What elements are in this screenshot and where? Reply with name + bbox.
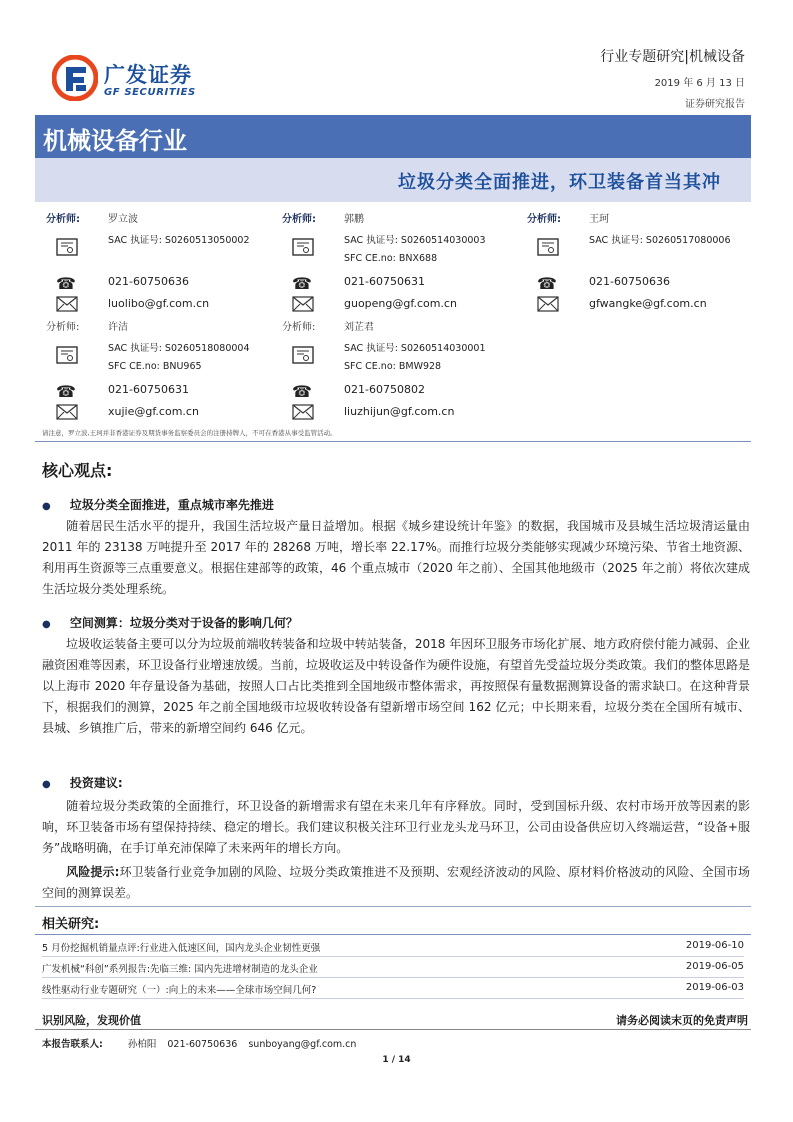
bullet-section-1 bbox=[42, 494, 274, 513]
logo-chinese-name: 广发证券 bbox=[104, 63, 192, 87]
certificate-icon bbox=[292, 346, 314, 364]
headline-banner bbox=[35, 158, 751, 202]
divider bbox=[35, 441, 751, 442]
analyst-phone: 021-60750631 bbox=[344, 275, 425, 288]
logo-english-name: GF SECURITIES bbox=[104, 87, 196, 98]
gf-logo-icon bbox=[52, 55, 98, 101]
report-headline: 垃圾分类全面推进，环卫装备首当其冲 bbox=[398, 172, 721, 193]
section-title: 空间测算：垃圾分类对于设备的影响几何？ bbox=[69, 616, 298, 630]
phone-icon: ☎ bbox=[292, 382, 312, 401]
contact-email[interactable]: sunboyang@gf.com.cn bbox=[248, 1039, 357, 1050]
phone-icon: ☎ bbox=[292, 274, 312, 293]
email-icon bbox=[537, 295, 559, 313]
bullet-icon: ● bbox=[42, 779, 51, 790]
analyst-label: 分析师: bbox=[46, 322, 80, 333]
report-meta bbox=[600, 46, 745, 110]
related-research-title: 相关研究: bbox=[42, 917, 100, 932]
phone-icon: ☎ bbox=[56, 274, 76, 293]
report-contact bbox=[42, 1036, 356, 1050]
email-icon bbox=[56, 295, 78, 313]
analyst-sfc: SFC CE.no: BMW928 bbox=[344, 361, 442, 372]
analyst-phone: 021-60750631 bbox=[108, 383, 189, 396]
analyst-phone: 021-60750636 bbox=[589, 275, 670, 288]
divider bbox=[35, 906, 751, 907]
analyst-email[interactable]: liuzhijun@gf.com.cn bbox=[344, 405, 455, 418]
risk-label: 风险提示: bbox=[66, 865, 120, 879]
report-type: 证券研究报告 bbox=[685, 99, 745, 110]
divider bbox=[35, 934, 751, 935]
analyst-sfc: SFC CE.no: BNU965 bbox=[108, 361, 202, 372]
certificate-icon bbox=[537, 238, 559, 256]
related-research-row[interactable] bbox=[42, 937, 744, 957]
bullet-section-2 bbox=[42, 612, 298, 631]
related-research-title-text[interactable]: 5 月份挖掘机销量点评:行业进入低速区间，国内龙头企业韧性更强 bbox=[42, 943, 321, 954]
divider bbox=[35, 1029, 751, 1030]
analyst-name: 许洁 bbox=[108, 322, 128, 333]
bullet-icon: ● bbox=[42, 501, 51, 512]
analyst-label: 分析师: bbox=[282, 214, 316, 225]
analyst-sac: SAC 执证号: S0260517080006 bbox=[589, 235, 731, 246]
email-icon bbox=[292, 403, 314, 421]
footer-disclaimer-link: 请务必阅读末页的免责声明 bbox=[616, 1014, 748, 1027]
section-body: 垃圾收运装备主要可以分为垃圾前端收转装备和垃圾中转站装备，2018 年因环卫服务市场化扩展、地方政府偿付能力减弱、企业融资困难等因素，环卫设备行业增速放缓。当前，垃圾收运及中转设备作为硬件设施，有望首先受益垃圾分类政策。我们的整体思路是以上海市 2020 年存量设备为基础，按照人口占比类推到全国地级市整体需求，再按照保有量数据测算设备的需求缺口。在这种背景下，根据我们的测算，2025 年之前全国地级市垃圾收转设备有望新增市场空间 162 亿元；中长期来看，垃圾分类在全国所有城市、县城、乡镇推广后，带来的新增空间约 646 亿元。 bbox=[42, 637, 751, 735]
analyst-email[interactable]: guopeng@gf.com.cn bbox=[344, 297, 457, 310]
analyst-label: 分析师: bbox=[46, 214, 80, 225]
analyst-sac: SAC 执证号: S0260514030001 bbox=[344, 343, 486, 354]
analyst-name: 刘芷君 bbox=[344, 322, 374, 333]
related-research-row[interactable] bbox=[42, 979, 744, 999]
analyst-sac: SAC 执证号: S0260513050002 bbox=[108, 235, 250, 246]
risk-warning bbox=[42, 862, 750, 904]
analyst-email[interactable]: xujie@gf.com.cn bbox=[108, 405, 199, 418]
section-body: 随着居民生活水平的提升，我国生活垃圾产量日益增加。根据《城乡建设统计年鉴》的数据，我国城市及县城生活垃圾清运量由 2011 年的 23138 万吨提升至 2017 年的 28268 万吨，增长率 22.17%。而推行垃圾分类能够实现减少环境污染、节省土地资源、利用再生资源等三点重要意义。根据住建部等的政策，46 个重点城市（2020 年之前）、全国其他地级市（2025 年之前）将依次建成生活垃圾分类处理系统。 bbox=[42, 519, 750, 596]
analyst-name: 罗立波 bbox=[108, 214, 138, 225]
related-research-title-text[interactable]: 广发机械“科创”系列报告:先临三维: 国内先进增材制造的龙头企业 bbox=[42, 964, 318, 975]
related-research-row[interactable] bbox=[42, 958, 744, 978]
related-research-date: 2019-06-05 bbox=[685, 961, 744, 972]
company-logo bbox=[52, 55, 212, 105]
analyst-sac: SAC 执证号: S0260514030003 bbox=[344, 235, 486, 246]
core-views-title: 核心观点: bbox=[42, 461, 113, 480]
bullet-section-3 bbox=[42, 772, 123, 791]
phone-icon: ☎ bbox=[537, 274, 557, 293]
footer-slogan: 识别风险，发现价值 bbox=[42, 1014, 141, 1027]
analyst-sac: SAC 执证号: S0260518080004 bbox=[108, 343, 250, 354]
analyst-phone: 021-60750802 bbox=[344, 383, 425, 396]
phone-icon: ☎ bbox=[56, 382, 76, 401]
analyst-email[interactable]: luolibo@gf.com.cn bbox=[108, 297, 210, 310]
page-number: 1 / 14 bbox=[382, 1055, 411, 1065]
section-title: 垃圾分类全面推进，重点城市率先推进 bbox=[69, 498, 274, 512]
report-title: 行业专题研究|机械设备 bbox=[600, 49, 745, 65]
bullet-icon: ● bbox=[42, 619, 51, 630]
related-research-title-text[interactable]: 线性驱动行业专题研究（一）:向上的未来——全球市场空间几何? bbox=[42, 985, 317, 996]
certificate-icon bbox=[56, 238, 78, 256]
risk-body: 环卫装备行业竞争加剧的风险、垃圾分类政策推进不及预期、宏观经济波动的风险、原材料价格波动的风险、全国市场空间的测算误差。 bbox=[42, 865, 750, 900]
certificate-icon bbox=[292, 238, 314, 256]
contact-label: 本报告联系人: bbox=[42, 1039, 103, 1050]
analyst-label: 分析师: bbox=[527, 214, 561, 225]
sector-title: 机械设备行业 bbox=[43, 127, 187, 155]
section-body: 随着垃圾分类政策的全面推行，环卫设备的新增需求有望在未来几年有序释放。同时，受到国标升级、农村市场开放等因素的影响，环卫装备市场有望保持持续、稳定的增长。我们建议积极关注环卫行业龙头龙马环卫，公司由设备供应切入终端运营，“设备+服务”战略明确，在手订单充沛保障了未来两年的增长方向。 bbox=[42, 799, 750, 855]
report-date: 2019 年 6 月 13 日 bbox=[654, 78, 745, 89]
analyst-name: 王珂 bbox=[589, 214, 609, 225]
email-icon bbox=[56, 403, 78, 421]
analyst-sfc: SFC CE.no: BNX688 bbox=[344, 253, 438, 264]
contact-name: 孙柏阳 bbox=[127, 1039, 157, 1050]
section-title: 投资建议: bbox=[69, 776, 123, 790]
license-disclaimer: 请注意，罗立波,王珂并非香港证券及期货事务监察委员会的注册持牌人，不可在香港从事受监管活动。 bbox=[42, 429, 337, 437]
related-research-date: 2019-06-10 bbox=[685, 940, 744, 951]
related-research-date: 2019-06-03 bbox=[685, 982, 744, 993]
email-icon bbox=[292, 295, 314, 313]
contact-phone: 021-60750636 bbox=[167, 1039, 238, 1050]
sector-banner bbox=[35, 115, 751, 158]
analyst-email[interactable]: gfwangke@gf.com.cn bbox=[589, 297, 707, 310]
analyst-label: 分析师: bbox=[282, 322, 316, 333]
analyst-name: 郭鹏 bbox=[344, 214, 364, 225]
certificate-icon bbox=[56, 346, 78, 364]
analyst-phone: 021-60750636 bbox=[108, 275, 189, 288]
